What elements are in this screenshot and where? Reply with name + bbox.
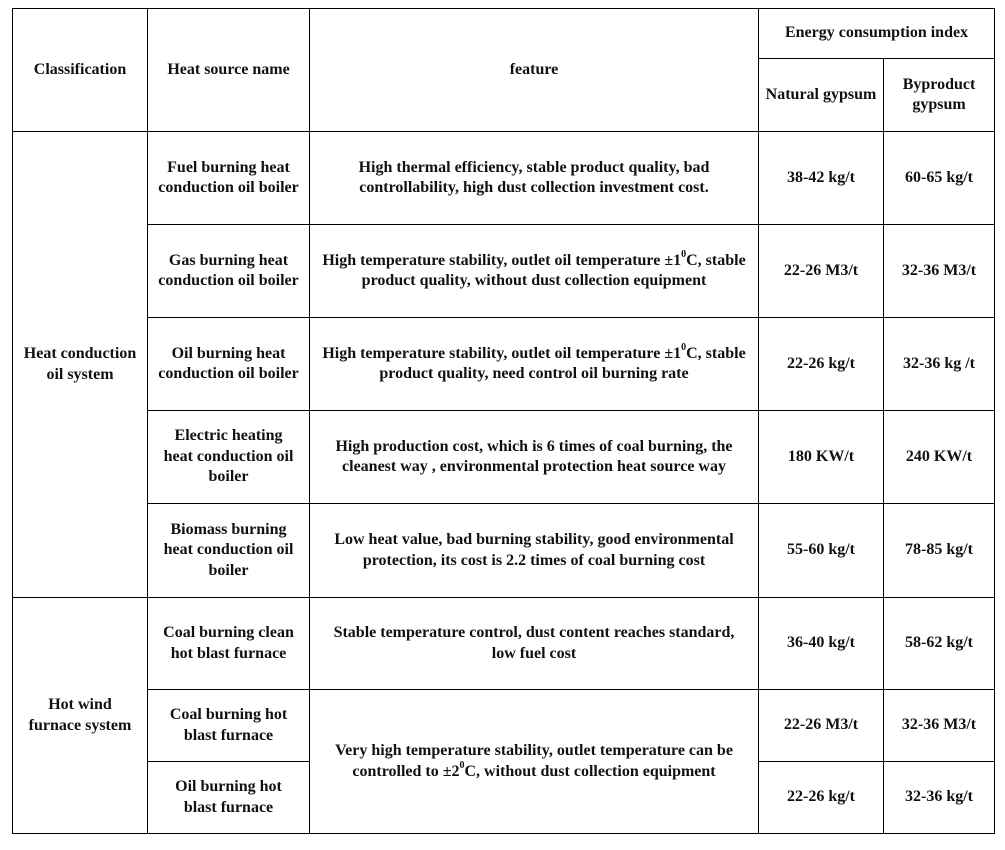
classification-cell: Hot wind furnace system: [13, 598, 148, 834]
table-row: [13, 132, 995, 225]
table-container: [12, 8, 995, 834]
feature-cell: Low heat value, bad burning stability, good environmental protection, its cost is 2.2 times of coal burning cost: [310, 504, 759, 598]
heat-source-name-cell: Gas burning heat conduction oil boiler: [148, 225, 310, 318]
feature-text: High temperature stability, outlet oil temperature ±1: [322, 251, 682, 269]
byproduct-gypsum-cell: 78-85 kg/t: [884, 504, 995, 598]
byproduct-gypsum-cell: 32-36 kg /t: [884, 318, 995, 411]
byproduct-gypsum-cell: 32-36 M3/t: [884, 690, 995, 762]
feature-cell: High production cost, which is 6 times of coal burning, the cleanest way , environmental protection heat source way: [310, 411, 759, 504]
byproduct-gypsum-cell: 32-36 kg/t: [884, 762, 995, 834]
header-energy-consumption-index: Energy consumption index: [759, 9, 995, 59]
classification-cell: Heat conduction oil system: [13, 132, 148, 598]
natural-gypsum-cell: 38-42 kg/t: [759, 132, 884, 225]
energy-consumption-table: [12, 8, 995, 834]
table-row: [13, 598, 995, 690]
header-classification: Classification: [13, 9, 148, 132]
feature-cell: [310, 225, 759, 318]
feature-cell: High thermal efficiency, stable product quality, bad controllability, high dust collection investment cost.: [310, 132, 759, 225]
header-byproduct-gypsum: Byproduct gypsum: [884, 59, 995, 132]
table-row: [13, 318, 995, 411]
header-heat-source-name: Heat source name: [148, 9, 310, 132]
header-feature: feature: [310, 9, 759, 132]
natural-gypsum-cell: 22-26 kg/t: [759, 762, 884, 834]
feature-superscript: 0: [459, 760, 465, 772]
feature-cell: [310, 318, 759, 411]
table-row: [13, 504, 995, 598]
natural-gypsum-cell: 36-40 kg/t: [759, 598, 884, 690]
feature-text: C, stable product quality, without dust collection equipment: [361, 251, 746, 289]
heat-source-name-cell: Oil burning hot blast furnace: [148, 762, 310, 834]
header-natural-gypsum: Natural gypsum: [759, 59, 884, 132]
byproduct-gypsum-cell: 58-62 kg/t: [884, 598, 995, 690]
table-row: [13, 411, 995, 504]
natural-gypsum-cell: 55-60 kg/t: [759, 504, 884, 598]
feature-superscript: 0: [681, 342, 687, 354]
feature-text: C, stable product quality, need control oil burning rate: [379, 344, 746, 382]
byproduct-gypsum-cell: 32-36 M3/t: [884, 225, 995, 318]
feature-text: C, without dust collection equipment: [464, 762, 716, 780]
heat-source-name-cell: Oil burning heat conduction oil boiler: [148, 318, 310, 411]
heat-source-name-cell: Coal burning clean hot blast furnace: [148, 598, 310, 690]
byproduct-gypsum-cell: 240 KW/t: [884, 411, 995, 504]
natural-gypsum-cell: 22-26 M3/t: [759, 690, 884, 762]
feature-cell: Stable temperature control, dust content reaches standard, low fuel cost: [310, 598, 759, 690]
feature-cell: [310, 690, 759, 834]
heat-source-name-cell: Biomass burning heat conduction oil boiler: [148, 504, 310, 598]
byproduct-gypsum-cell: 60-65 kg/t: [884, 132, 995, 225]
natural-gypsum-cell: 22-26 M3/t: [759, 225, 884, 318]
feature-superscript: 0: [681, 249, 687, 261]
heat-source-name-cell: Electric heating heat conduction oil boiler: [148, 411, 310, 504]
table-row: [13, 225, 995, 318]
feature-text: High temperature stability, outlet oil temperature ±1: [322, 344, 682, 362]
feature-text: Very high temperature stability, outlet temperature can be controlled to ±2: [335, 742, 733, 780]
table-row: [13, 690, 995, 762]
natural-gypsum-cell: 180 KW/t: [759, 411, 884, 504]
natural-gypsum-cell: 22-26 kg/t: [759, 318, 884, 411]
heat-source-name-cell: Coal burning hot blast furnace: [148, 690, 310, 762]
heat-source-name-cell: Fuel burning heat conduction oil boiler: [148, 132, 310, 225]
